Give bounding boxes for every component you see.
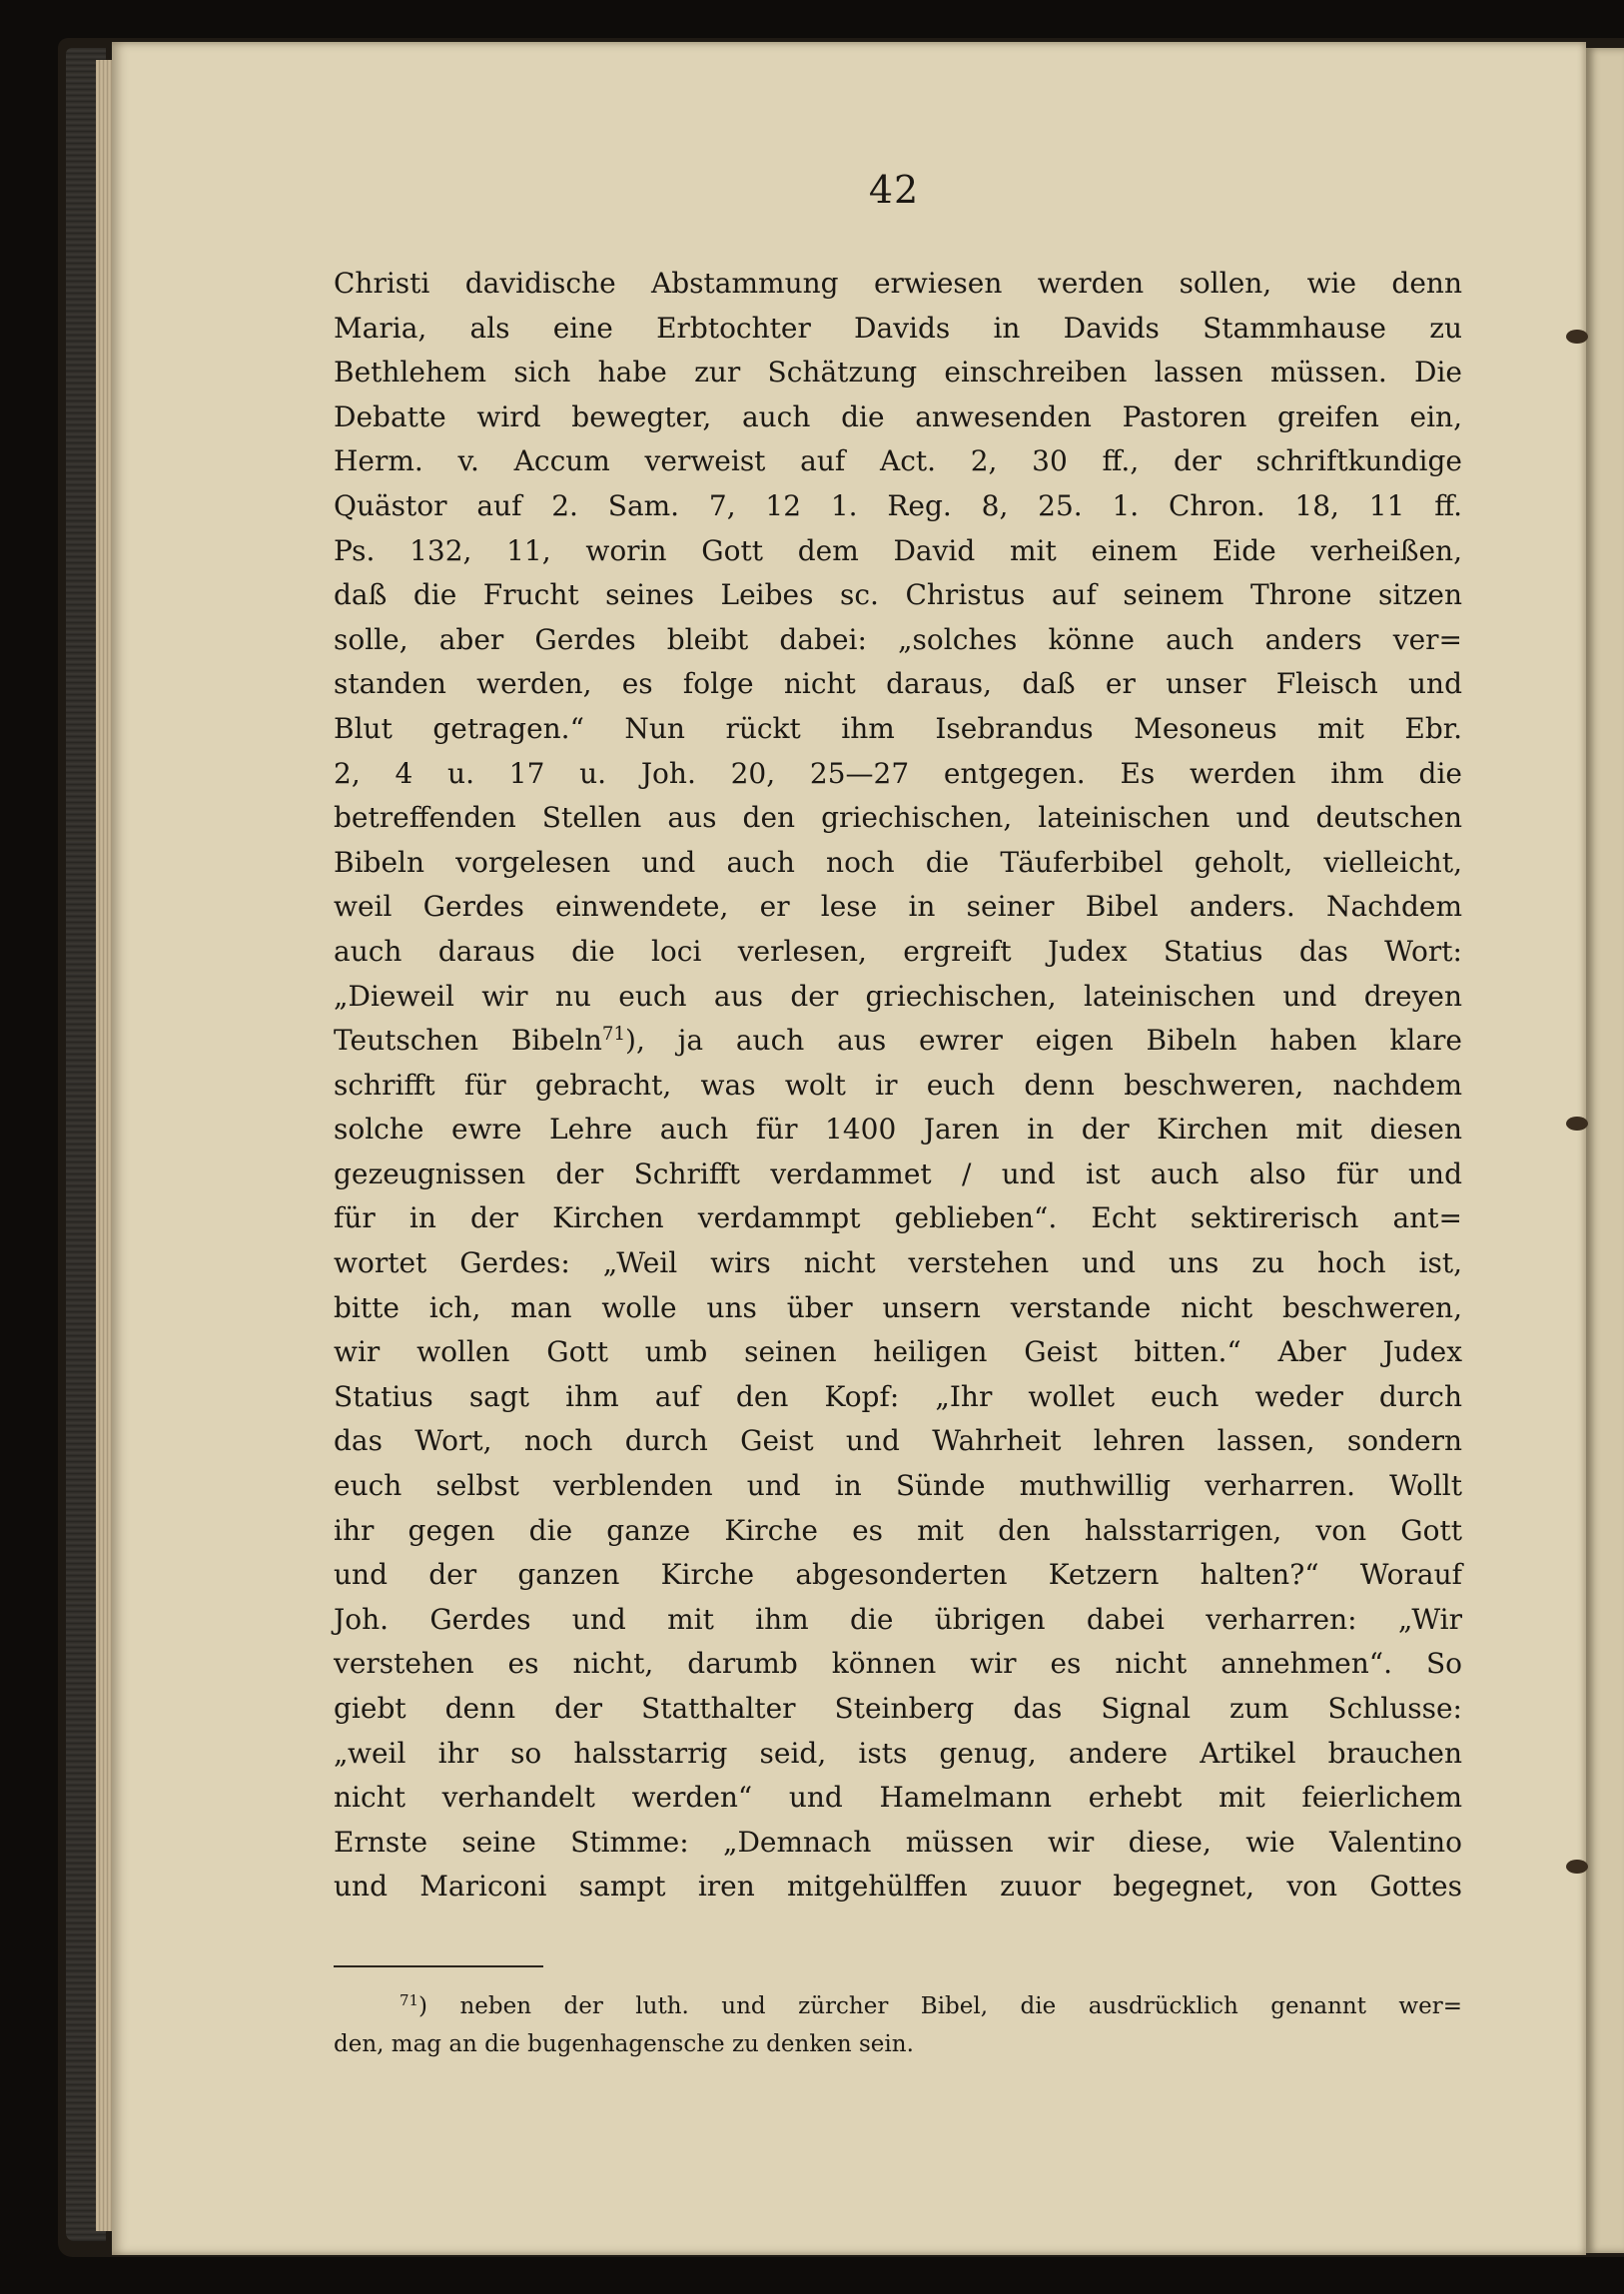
footnote-line [334, 1987, 1462, 2025]
page-edge-mark [1566, 330, 1588, 344]
text-line: Statius sagt ihm auf den Kopf: „Ihr wollet euch weder durch [334, 1379, 1462, 1413]
text-line: Bibeln vorgelesen und auch noch die Täuferbibel geholt, vielleicht, [334, 845, 1462, 879]
footnote [334, 1987, 1462, 2063]
text-line: 2, 4 u. 17 u. Joh. 20, 25—27 entgegen. Es werden ihm die [334, 756, 1462, 790]
text-line: Debatte wird bewegter, auch die anwesenden Pastoren greifen ein, [334, 399, 1462, 433]
text-line: wortet Gerdes: „Weil wirs nicht verstehen und uns zu hoch ist, [334, 1246, 1462, 1280]
text-line: ihr gegen die ganze Kirche es mit den halsstarrigen, von Gott [334, 1513, 1462, 1547]
text-line: schrifft für gebracht, was wolt ir euch denn beschweren, nachdem [334, 1068, 1462, 1102]
text-line: Ps. 132, 11, worin Gott dem David mit einem Eide verheißen, [334, 533, 1462, 567]
footnote-marker: 71 [400, 1990, 419, 2009]
text-line: für in der Kirchen verdammpt geblieben“. Echt sektirerisch ant= [334, 1201, 1462, 1235]
footnote-line: den, mag an die bugenhagensche zu denken sein. [334, 2031, 914, 2057]
body-text [334, 262, 1462, 1910]
text-line: das Wort, noch durch Geist und Wahrheit lehren lassen, sondern [334, 1424, 1462, 1458]
text-line: Christi davidische Abstammung erwiesen werden sollen, wie denn [334, 267, 1462, 300]
text-line: Maria, als eine Erbtochter Davids in Davids Stammhause zu [334, 311, 1462, 345]
footnote-reference: 71 [601, 1024, 626, 1046]
footnote-divider [334, 1965, 543, 1967]
text-line: wir wollen Gott umb seinen heiligen Geist bitten.“ Aber Judex [334, 1335, 1462, 1369]
text-line: Herm. v. Accum verweist auf Act. 2, 30 ff., der schriftkundige [334, 444, 1462, 478]
text-line: „weil ihr so halsstarrig seid, ists genug, andere Artikel brauchen [334, 1736, 1462, 1770]
text-line: und der ganzen Kirche abgesonderten Ketzern halten?“ Worauf [334, 1558, 1462, 1592]
text-line: weil Gerdes einwendete, er lese in seiner Bibel anders. Nachdem [334, 890, 1462, 924]
text-line: bitte ich, man wolle uns über unsern verstande nicht beschweren, [334, 1290, 1462, 1324]
text-line: „Dieweil wir nu euch aus der griechischen, lateinischen und dreyen [334, 979, 1462, 1013]
text-line: solle, aber Gerdes bleibt dabei: „solches könne auch anders ver= [334, 622, 1462, 656]
text-line: giebt denn der Statthalter Steinberg das Signal zum Schlusse: [334, 1692, 1462, 1725]
page-edge-mark [1566, 1860, 1588, 1874]
page-number: 42 [868, 168, 920, 212]
text-line: und Mariconi sampt iren mitgehülffen zuuor begegnet, von Gottes [334, 1870, 1462, 1904]
text-line: betreffenden Stellen aus den griechischen, lateinischen und deutschen [334, 801, 1462, 835]
text-line: standen werden, es folge nicht daraus, daß er unser Fleisch und [334, 667, 1462, 701]
text-line: Ernste seine Stimme: „Demnach müssen wir diese, wie Valentino [334, 1825, 1462, 1859]
text-line: daß die Frucht seines Leibes sc. Christus auf seinem Throne sitzen [334, 578, 1462, 612]
footnote-text: ) neben der luth. und zürcher Bibel, die ausdrücklich genannt wer= [418, 1993, 1462, 2019]
text-line: verstehen es nicht, darumb können wir es nicht annehmen“. So [334, 1647, 1462, 1681]
text-fragment: ), ja auch aus ewrer eigen Bibeln haben klare [625, 1024, 1462, 1058]
text-line: Bethlehem sich habe zur Schätzung einschreiben lassen müssen. Die [334, 356, 1462, 389]
facing-page-edge [1586, 48, 1624, 2253]
text-line: Joh. Gerdes und mit ihm die übrigen dabei verharren: „Wir [334, 1602, 1462, 1636]
text-line: gezeugnissen der Schrifft verdammet / und ist auch also für und [334, 1156, 1462, 1190]
text-line-with-footnote-ref [334, 1019, 1462, 1064]
text-line: euch selbst verblenden und in Sünde muthwillig verharren. Wollt [334, 1469, 1462, 1503]
text-line: nicht verhandelt werden“ und Hamelmann erhebt mit feierlichem [334, 1781, 1462, 1815]
text-line: Quästor auf 2. Sam. 7, 12 1. Reg. 8, 25. 1. Chron. 18, 11 ff. [334, 488, 1462, 522]
text-line: Blut getragen.“ Nun rückt ihm Isebrandus Mesoneus mit Ebr. [334, 711, 1462, 745]
text-line: auch daraus die loci verlesen, ergreift Judex Statius das Wort: [334, 934, 1462, 968]
text-fragment: Teutschen Bibeln [334, 1024, 602, 1058]
text-line: solche ewre Lehre auch für 1400 Jaren in der Kirchen mit diesen [334, 1113, 1462, 1147]
page-edge-mark [1566, 1117, 1588, 1131]
